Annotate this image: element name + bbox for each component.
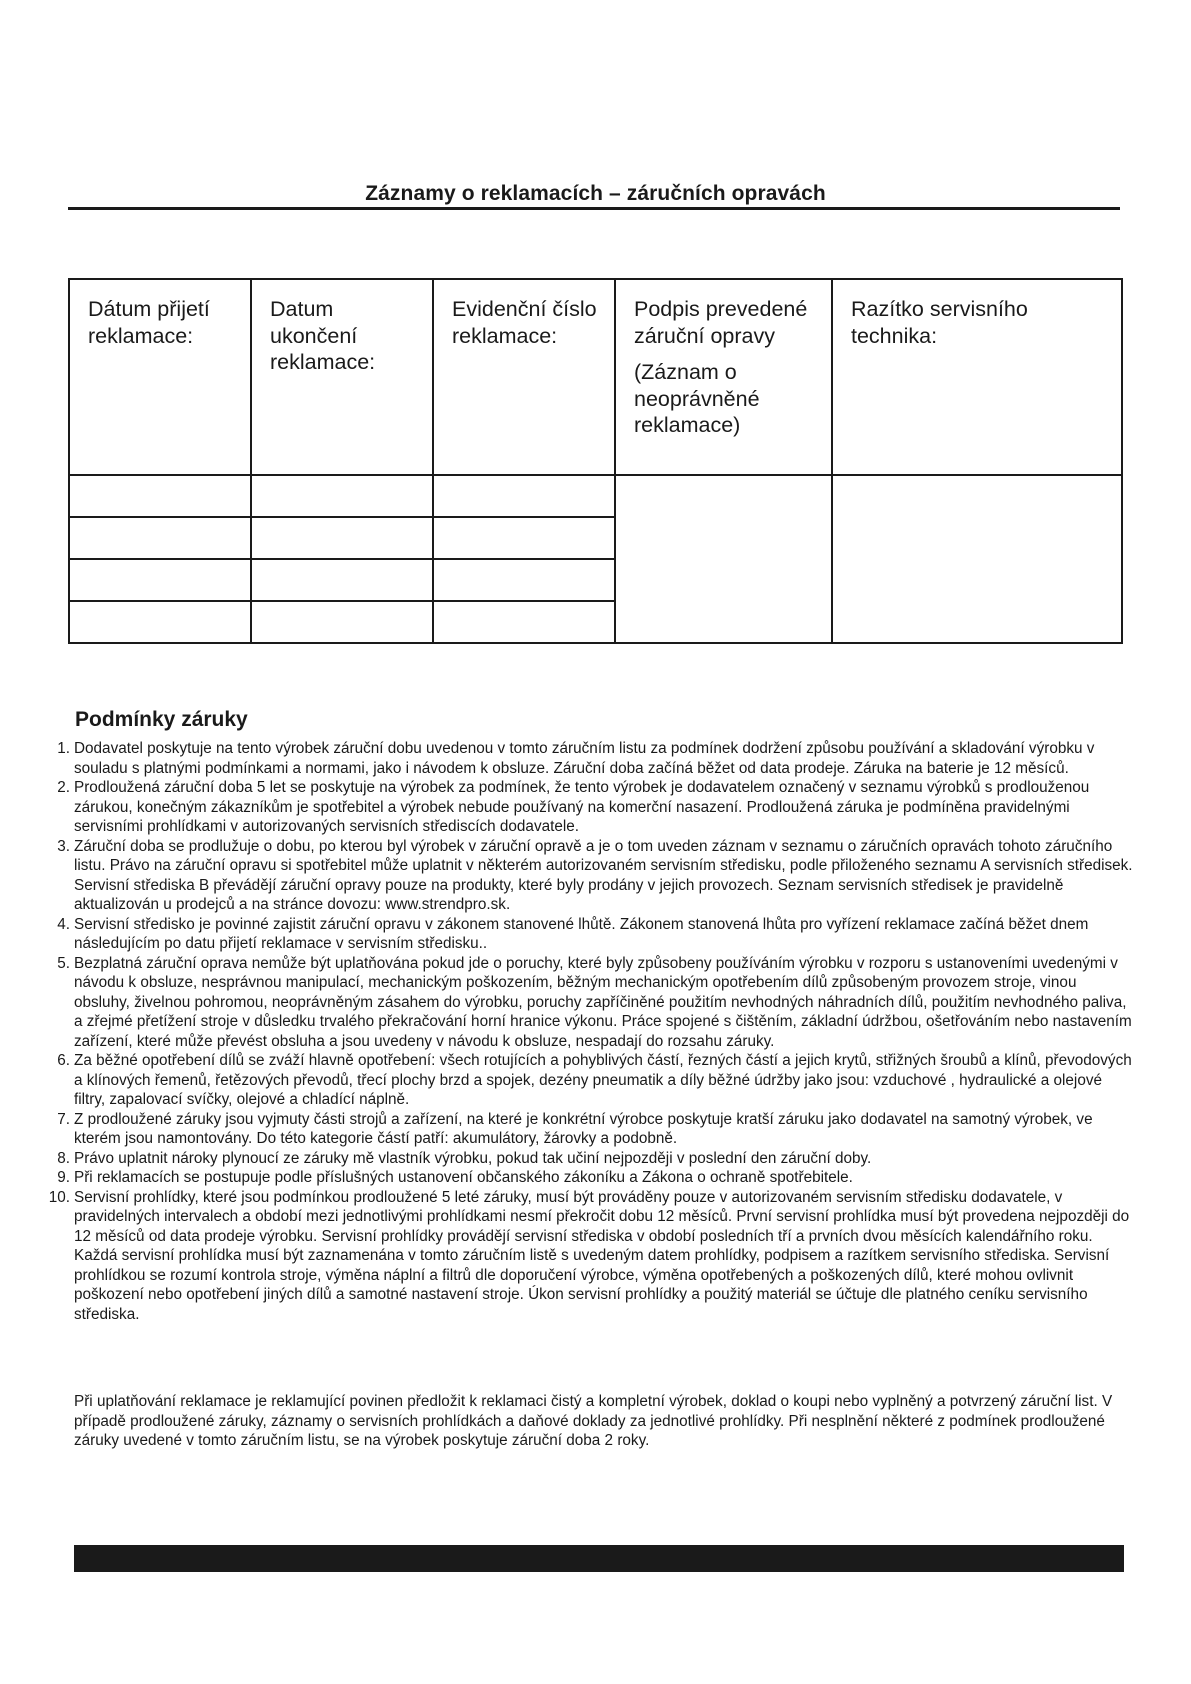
list-item-text: Za běžné opotřebení dílů se zváží hlavně opotřebení: všech rotujících a pohyblivých částí, řezných částí a jejich krytů, střižných šroubů a klínů, převodových a klínových řemenů, řetězových převodů, třecí plochy brzd a spojek, dezény pneumatik a díly běžné údržby jako jsou: vzduchové , hydraulické a olejové filtry, zapalovací svíčky, olejové a chladící náplně. [74, 1052, 1132, 1108]
list-item [57, 778, 1134, 837]
received-date-cell[interactable] [69, 475, 251, 517]
list-item-number: 2. [57, 779, 70, 796]
page-title: Záznamy o reklamacích – záručních opravách [365, 182, 826, 205]
closing-paragraph: Při uplatňování reklamace je reklamující povinen předložit k reklamaci čistý a kompletní výrobek, doklad o koupi nebo vyplněný a potvrzený záruční list. V případě prodloužené záruky, záznamy o servisních prohlídkách a daňové doklady za jednotlivé prohlídky. Při nesplnění některé z podmínek prodloužené záruky uvedené v tomto záručním listu, se na výrobek poskytuje záruční doba 2 roky. [74, 1393, 1113, 1449]
claims-records-table [68, 278, 1123, 644]
list-item [57, 1051, 1134, 1110]
list-item-text: Dodavatel poskytuje na tento výrobek záruční dobu uvedenou v tomto záručním listu za podmínek dodržení způsobu používání a skladování výrobku v souladu s platnými podmínkami a normami, jako i návodem k obsluze. Záruční doba začíná běžet od data prodeje. Záruka na baterie je 12 měsíců. [74, 740, 1095, 777]
footer-bar [74, 1545, 1124, 1572]
table-header-row [69, 279, 1122, 475]
warranty-conditions-heading: Podmínky záruky [75, 708, 248, 731]
list-item [57, 739, 1134, 778]
list-item-text: Prodloužená záruční doba 5 let se poskytuje na výrobek za podmínek, že tento výrobek je dodavatelem označený v seznamu výrobků s prodlouženou zárukou, konečným zákazníkům je spotřebitel a výrobek nebude používaný na komerční nasazení. Prodloužená záruka je podmíněna pravidelnými servisními prohlídkami v autorizovaných servisních střediscích dodavatele. [74, 779, 1090, 835]
list-item-number: 10. [48, 1188, 70, 1206]
received-date-cell[interactable] [69, 601, 251, 643]
col-header-technician-stamp: Razítko servisního technika: [832, 279, 1122, 475]
claim-number-cell[interactable] [433, 475, 615, 517]
list-item-text: Servisní středisko je povinné zajistit záruční opravu v zákonem stanovené lhůtě. Zákonem stanovená lhůta pro vyřízení reklamace začíná běžet dnem následujícím po datu přijetí reklamace v servisním středisku.. [74, 915, 1089, 952]
list-item-number: 5. [57, 954, 70, 972]
list-item-number: 7. [57, 1110, 70, 1128]
list-item-text: Právo uplatnit nároky plynoucí ze záruky mě vlastník výrobku, pokud tak učiní nejpozději v poslední den záruční doby. [74, 1149, 872, 1167]
col-header-repair-signature-note: (Záznam o neoprávněné reklamace) [634, 360, 760, 437]
list-item [57, 1149, 1134, 1169]
list-item-number: 8. [57, 1149, 70, 1167]
completed-date-cell[interactable] [251, 517, 433, 559]
repair-signature-cell[interactable] [615, 475, 832, 643]
claim-number-cell[interactable] [433, 559, 615, 601]
list-item-number: 1. [57, 740, 70, 757]
table-row [69, 475, 1122, 517]
technician-stamp-cell[interactable] [832, 475, 1122, 643]
col-header-completed-date: Datum ukončení reklamace: [251, 279, 433, 475]
list-item-text: Záruční doba se prodlužuje o dobu, po kterou byl výrobek v záruční opravě a je o tom uveden záznam v seznamu o záručních opravách tohoto záručního listu. Právo na záruční opravu si spotřebitel může uplatnit v některém autorizovaném servisním středisku, podle přiloženého seznamu A servisních středisek. Servisní střediska B převádějí záruční opravy pouze na produkty, které byly prodány v jejich provozech. Seznam servisních středisek je pravidelně aktualizován u prodejců a na stránce dovozu: www.strendpro.sk. [74, 837, 1133, 913]
received-date-cell[interactable] [69, 517, 251, 559]
list-item [57, 837, 1134, 915]
claim-number-cell[interactable] [433, 517, 615, 559]
list-item-number: 9. [57, 1169, 70, 1186]
col-header-received-date: Dátum přijetí reklamace: [69, 279, 251, 475]
list-item [48, 1188, 1134, 1325]
list-item [57, 954, 1134, 1052]
completed-date-cell[interactable] [251, 475, 433, 517]
completed-date-cell[interactable] [251, 601, 433, 643]
list-item [57, 1168, 1134, 1188]
col-header-claim-number: Evidenční číslo reklamace: [433, 279, 615, 475]
col-header-repair-signature-label: Podpis prevedené záruční opravy [634, 297, 808, 348]
completed-date-cell[interactable] [251, 559, 433, 601]
list-item [57, 915, 1134, 954]
received-date-cell[interactable] [69, 559, 251, 601]
claim-number-cell[interactable] [433, 601, 615, 643]
list-item [57, 1110, 1134, 1149]
title-underline [68, 207, 1120, 210]
list-item-text: Servisní prohlídky, které jsou podmínkou prodloužené 5 leté záruky, musí být prováděny pouze v autorizovaném servisním středisku dodavatele, v pravidelných intervalech a období mezi jednotlivými prohlídkami nesmí překročit dobu 12 měsíců. První servisní prohlídka musí být provedena nejpozději do 12 měsíců od data prodeje výrobku. Servisní prohlídky provádějí servisní střediska v období posledních tří a prvních dvou měsících kalendářního roku. Každá servisní prohlídka musí být zaznamenána v tomto záručním listě s uvedeným datem prohlídky, podpisem a razítkem servisního střediska. Servisní prohlídkou se rozumí kontrola stroje, výměna náplní a filtrů dle doporučení výrobce, výměna opotřebených a poškozených dílů, které mohou ovlivnit poškození nebo opotřebení jiných dílů a samotné nastavení stroje. Úkon servisní prohlídky a použitý materiál se účtuje dle platného ceníku servisního střediska. [74, 1188, 1130, 1323]
warranty-conditions-list [48, 739, 1134, 1324]
list-item-number: 3. [57, 837, 70, 855]
list-item-text: Při reklamacích se postupuje podle příslušných ustanovení občanského zákoníku a Zákona o ochraně spotřebitele. [74, 1169, 853, 1186]
col-header-repair-signature [615, 279, 832, 475]
list-item-number: 6. [57, 1052, 70, 1069]
list-item-number: 4. [57, 915, 70, 933]
list-item-text: Z prodloužené záruky jsou vyjmuty části strojů a zařízení, na které je konkrétní výrobce poskytuje kratší záruku jako dodavatel na samotný výrobek, ve kterém jsou namontovány. Do této kategorie částí patří: akumulátory, žárovky a podobně. [74, 1110, 1093, 1147]
list-item-text: Bezplatná záruční oprava nemůže být uplatňována pokud jde o poruchy, které byly způsobeny používáním výrobku v rozporu s ustanoveními uvedenými v návodu k obsluze, nesprávnou manipulací, mechanickým poškozením, běžným mechanickým opotřebením dílů způsobeným provozem stroje, vinou obsluhy, živelnou pohromou, neoprávněným zásahem do výrobku, poruchy zapříčiněné použitím nevhodných náhradních dílů, použitím nevhodného paliva, a zřejmé přetížení stroje v důsledku trvalého překračování horní hranice výkonu. Práce spojené s čištěním, základní údržbou, ošetřováním nebo nastavením zařízení, které může převést obsluha a jsou uvedeny v návodu k obsluze, nespadají do rozsahu záruky. [74, 954, 1132, 1050]
